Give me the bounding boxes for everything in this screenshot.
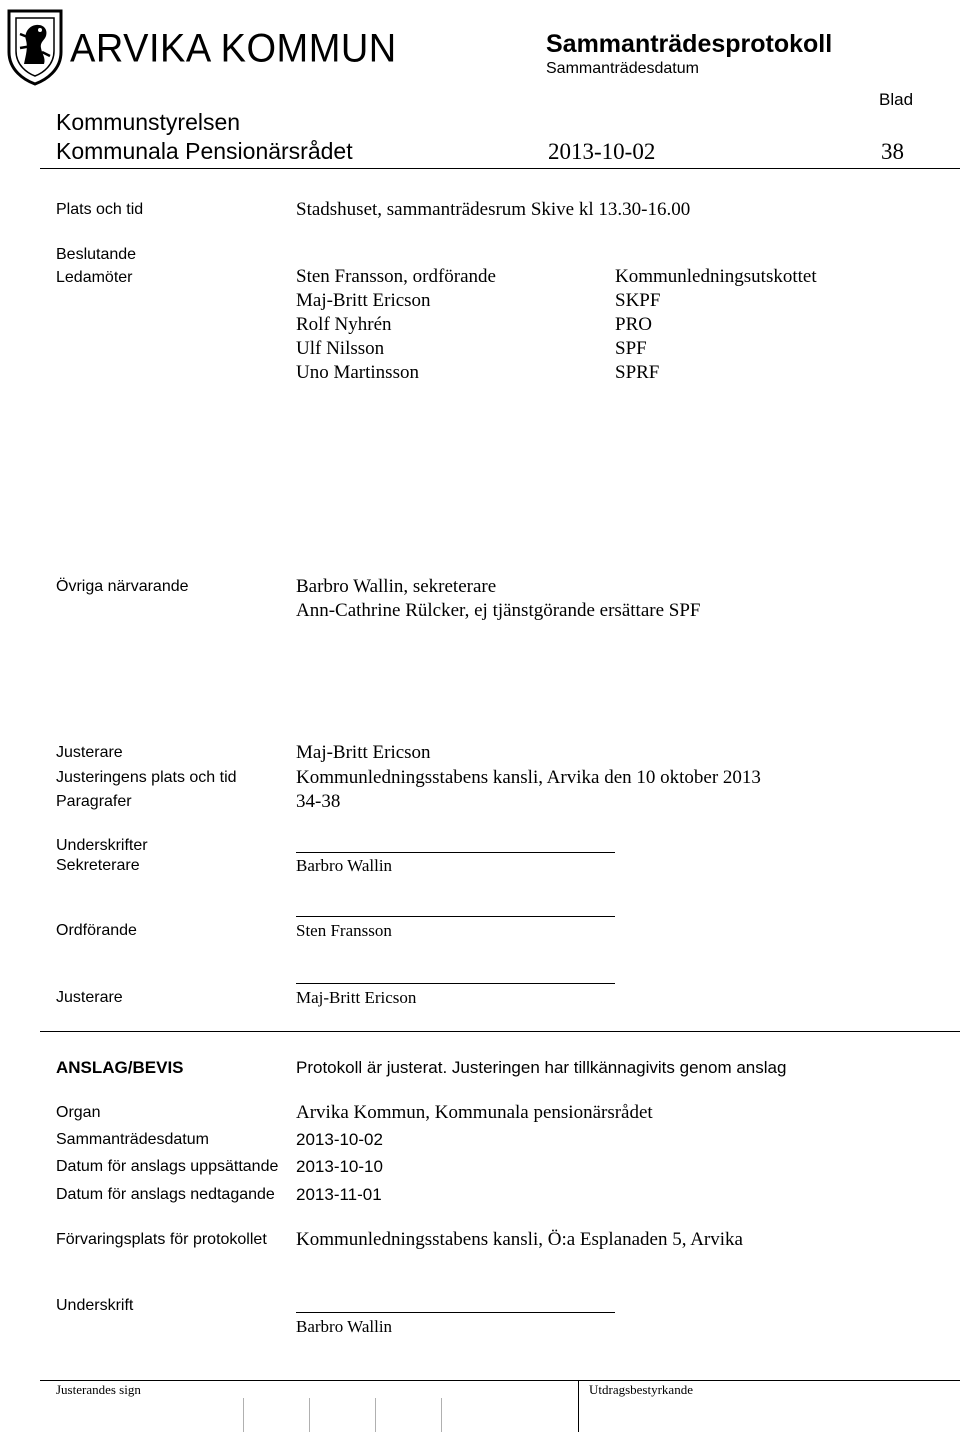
meeting-date: 2013-10-02	[548, 139, 656, 164]
footer-sign-box-divider	[375, 1398, 376, 1432]
committee-name: Kommunala Pensionärsrådet	[56, 138, 353, 164]
member-name: Rolf Nyhrén	[296, 314, 392, 335]
meeting-date-label: Sammanträdesdatum	[56, 1131, 209, 1148]
storage-value: Kommunledningsstabens kansli, Ö:a Esplanaden 5, Arvika	[296, 1229, 743, 1250]
member-org: SKPF	[615, 290, 661, 311]
adjusters-sign-label: Justerandes sign	[56, 1382, 141, 1397]
posted-date-label: Datum för anslags uppsättande	[56, 1158, 279, 1175]
chair-name: Sten Fransson	[296, 921, 392, 940]
others-entry: Ann-Cathrine Rülcker, ej tjänstgörande ersättare SPF	[296, 600, 701, 621]
secretary-label: Sekreterare	[56, 857, 140, 874]
chair-label: Ordförande	[56, 922, 137, 939]
adjustment-place-label: Justeringens plats och tid	[56, 769, 237, 786]
signatures-heading: Underskrifter	[56, 837, 148, 854]
member-name: Sten Fransson, ordförande	[296, 266, 496, 287]
adjuster-value: Maj-Britt Ericson	[296, 742, 431, 763]
signature-label: Underskrift	[56, 1297, 134, 1314]
secretary-name: Barbro Wallin	[296, 856, 393, 875]
footer-sign-box-divider	[309, 1398, 310, 1432]
posted-date-value: 2013-10-10	[296, 1157, 383, 1176]
organ-label: Organ	[56, 1104, 101, 1121]
member-name: Ulf Nilsson	[296, 338, 385, 359]
notice-statement: Protokoll är justerat. Justeringen har tillkännagivits genom anslag	[296, 1058, 787, 1077]
notice-signature-name: Barbro Wallin	[296, 1317, 393, 1336]
removed-date-label: Datum för anslags nedtagande	[56, 1186, 275, 1203]
adjuster-label: Justerare	[56, 744, 123, 761]
extract-certifier-label: Utdragsbestyrkande	[589, 1382, 693, 1397]
logo-wordmark: ARVIKA KOMMUN	[70, 26, 397, 72]
member-org: SPRF	[615, 362, 660, 383]
document-subtitle: Sammanträdesdatum	[546, 60, 699, 77]
header-divider	[40, 168, 960, 169]
body-name: Kommunstyrelsen	[56, 109, 241, 135]
arvika-coat-of-arms-logo	[6, 8, 64, 86]
members-label: Ledamöter	[56, 269, 133, 286]
blad-label: Blad	[879, 90, 914, 109]
member-name: Uno Martinsson	[296, 362, 419, 383]
others-label: Övriga närvarande	[56, 578, 189, 595]
footer-column-divider	[578, 1380, 579, 1432]
organ-value: Arvika Kommun, Kommunala pensionärsrådet	[296, 1102, 653, 1123]
decisive-label: Beslutande	[56, 246, 137, 263]
paragraphs-value: 34-38	[296, 791, 341, 812]
storage-label: Förvaringsplats för protokollet	[56, 1231, 267, 1248]
adjuster-signature-label: Justerare	[56, 989, 123, 1006]
footer-divider	[40, 1380, 960, 1381]
member-org: Kommunledningsutskottet	[615, 266, 817, 287]
member-name: Maj-Britt Ericson	[296, 290, 431, 311]
adjuster-signature-name: Maj-Britt Ericson	[296, 988, 417, 1007]
footer-sign-box-divider	[243, 1398, 244, 1432]
page-number: 38	[881, 139, 904, 164]
member-org: SPF	[615, 338, 647, 359]
others-entry: Barbro Wallin, sekreterare	[296, 576, 497, 597]
chair-signature-line	[296, 916, 615, 917]
place-value: Stadshuset, sammanträdesrum Skive kl 13.30-16.00	[296, 199, 691, 220]
meeting-date-value: 2013-10-02	[296, 1130, 383, 1149]
adjuster-signature-line	[296, 983, 615, 984]
footer-sign-box-divider	[441, 1398, 442, 1432]
notice-divider	[40, 1031, 960, 1032]
member-org: PRO	[615, 314, 652, 335]
notice-signature-line	[296, 1312, 615, 1313]
notice-heading: ANSLAG/BEVIS	[56, 1058, 184, 1077]
removed-date-value: 2013-11-01	[296, 1185, 382, 1204]
paragraphs-label: Paragrafer	[56, 793, 132, 810]
adjustment-place-value: Kommunledningsstabens kansli, Arvika den 10 oktober 2013	[296, 767, 761, 788]
document-title: Sammanträdesprotokoll	[546, 30, 833, 58]
place-label: Plats och tid	[56, 201, 144, 218]
secretary-signature-line	[296, 852, 615, 853]
